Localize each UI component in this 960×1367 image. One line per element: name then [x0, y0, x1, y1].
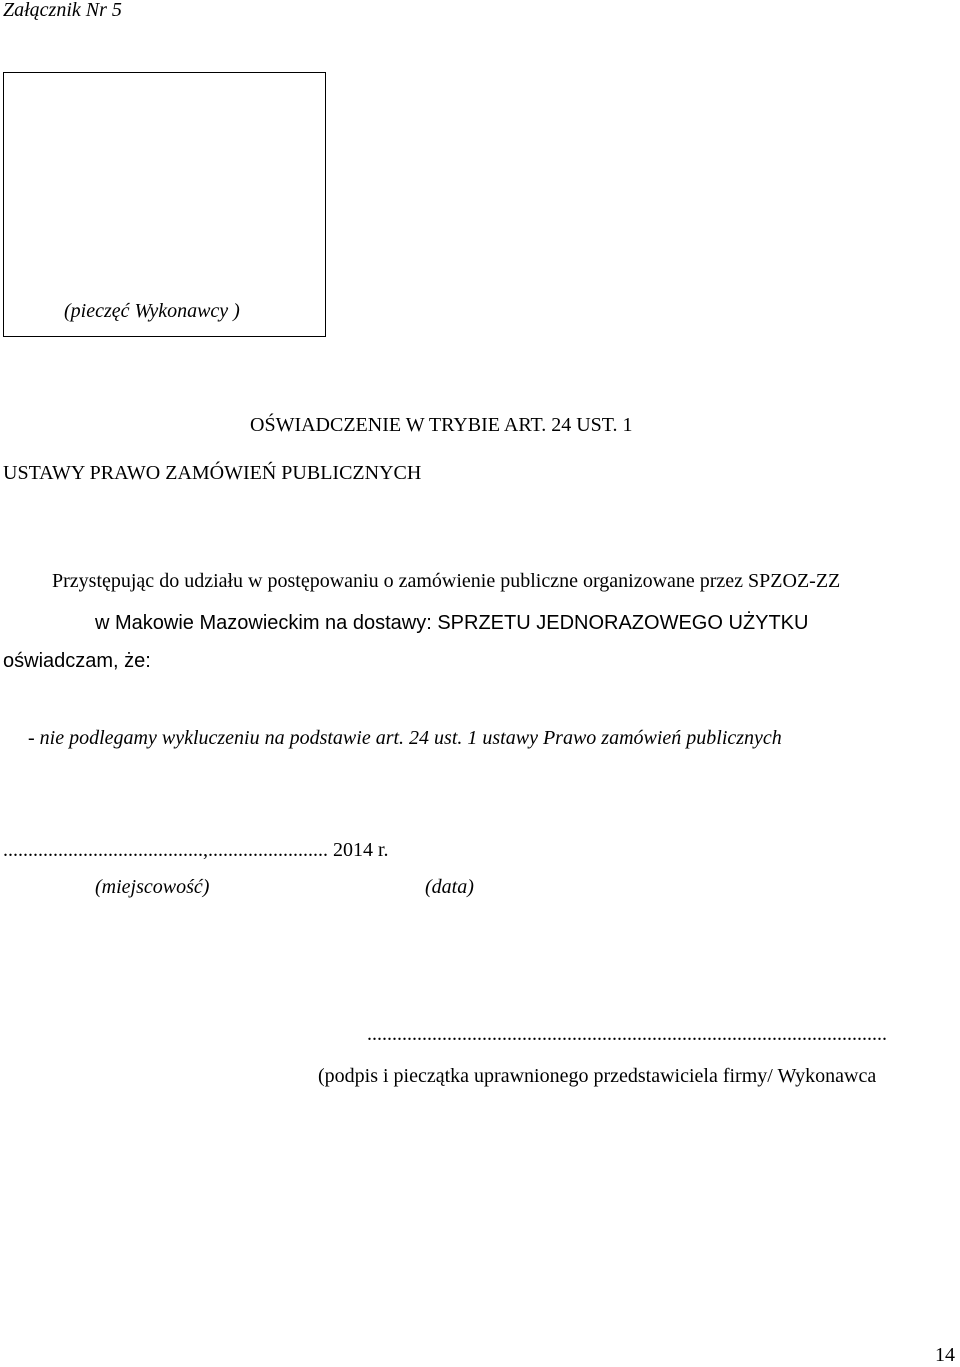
- stamp-box: [3, 72, 326, 337]
- signature-dots: ........................................................................................................: [367, 1023, 887, 1045]
- signature-caption: (podpis i pieczątka uprawnionego przedstawiciela firmy/ Wykonawca: [318, 1065, 877, 1087]
- place-caption: (miejscowość): [95, 876, 210, 898]
- exclusion-statement: - nie podlegamy wykluczeniu na podstawie art. 24 ust. 1 ustawy Prawo zamówień publicznych: [28, 727, 782, 749]
- annex-label: Załącznik Nr 5: [3, 0, 122, 21]
- intro-line-1: Przystępując do udziału w postępowaniu o zamówienie publiczne organizowane przez SPZOZ-ZZ: [52, 570, 841, 592]
- title-line-1: OŚWIADCZENIE W TRYBIE ART. 24 UST. 1: [250, 414, 633, 436]
- place-date-line: ........................................,........................ 2014 r.: [3, 839, 389, 861]
- page-number: 14: [935, 1344, 955, 1366]
- intro-line-2: w Makowie Mazowieckim na dostawy: SPRZETU JEDNORAZOWEGO UŻYTKU: [95, 612, 809, 634]
- date-caption: (data): [425, 876, 474, 898]
- stamp-caption: (pieczęć Wykonawcy ): [64, 300, 240, 322]
- declaration-label: oświadczam, że:: [3, 650, 151, 672]
- title-line-2: USTAWY PRAWO ZAMÓWIEŃ PUBLICZNYCH: [3, 462, 422, 484]
